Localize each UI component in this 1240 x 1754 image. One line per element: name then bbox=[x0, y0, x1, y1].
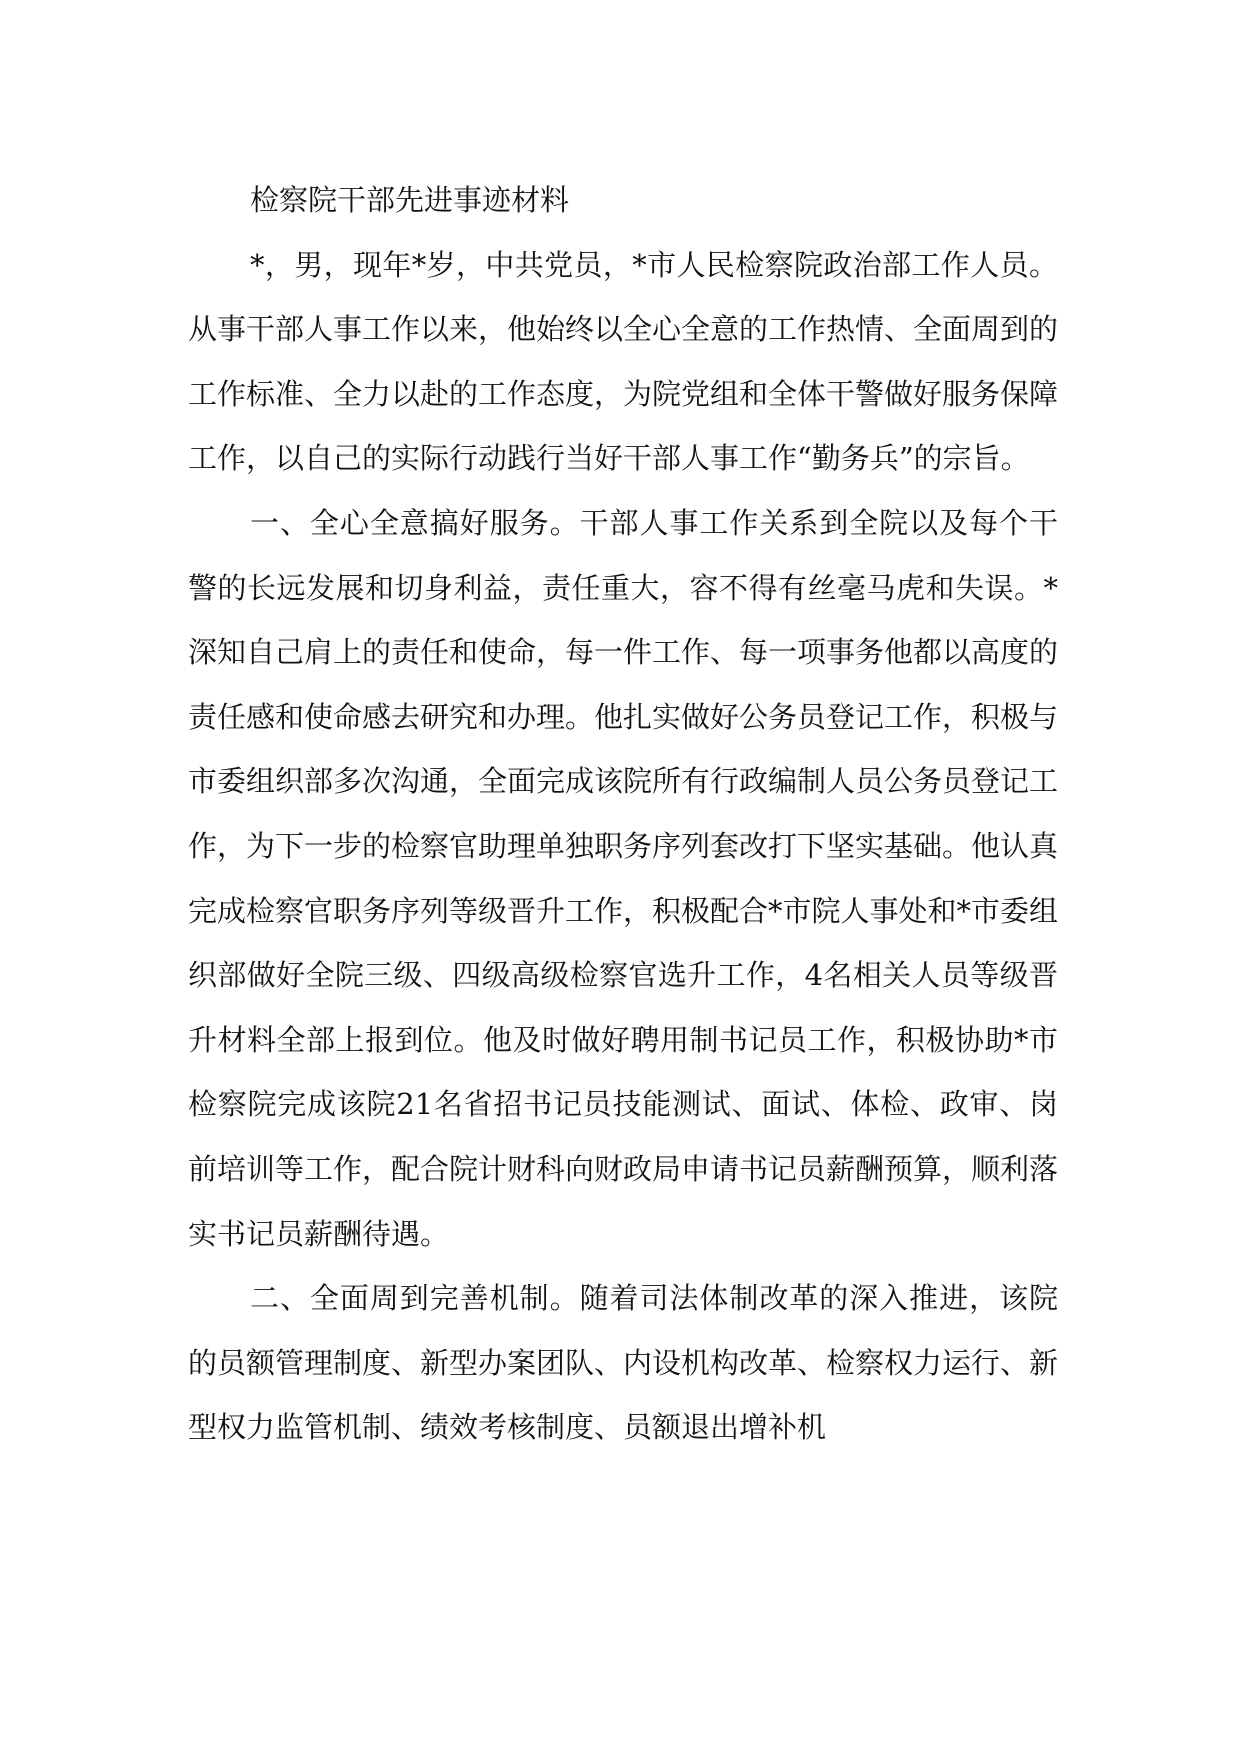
document-title: 检察院干部先进事迹材料 bbox=[250, 183, 570, 217]
document-body bbox=[188, 168, 1058, 1460]
paragraph-section-two: 二、全面周到完善机制。随着司法体制改革的深入推进，该院的员额管理制度、新型办案团队、内设机构改革、检察权力运行、新型权力监管机制、绩效考核制度、员额退出增补机 bbox=[188, 1281, 1059, 1445]
paragraph-intro: *，男，现年*岁，中共党员，*市人民检察院政治部工作人员。从事干部人事工作以来，他始终以全心全意的工作热情、全面周到的工作标准、全力以赴的工作态度，为院党组和全体干警做好服务保障工作，以自己的实际行动践行当好干部人事工作“勤务兵”的宗旨。 bbox=[188, 247, 1059, 476]
paragraph-section-one: 一、全心全意搞好服务。干部人事工作关系到全院以及每个干警的长远发展和切身利益，责任重大，容不得有丝毫马虎和失误。*深知自己肩上的责任和使命，每一件工作、每一项事务他都以高度的责任感和使命感去研究和办理。他扎实做好公务员登记工作，积极与市委组织部多次沟通，全面完成该院所有行政编制人员公务员登记工作，为下一步的检察官助理单独职务序列套改打下坚实基础。他认真完成检察官职务序列等级晋升工作，积极配合*市院人事处和*市委组织部做好全院三级、四级高级检察官选升工作，4名相关人员等级晋升材料全部上报到位。他及时做好聘用制书记员工作，积极协助*市检察院完成该院21名省招书记员技能测试、面试、体检、政审、岗前培训等工作，配合院计财科向财政局申请书记员薪酬预算，顺利落实书记员薪酬待遇。 bbox=[188, 505, 1059, 1251]
